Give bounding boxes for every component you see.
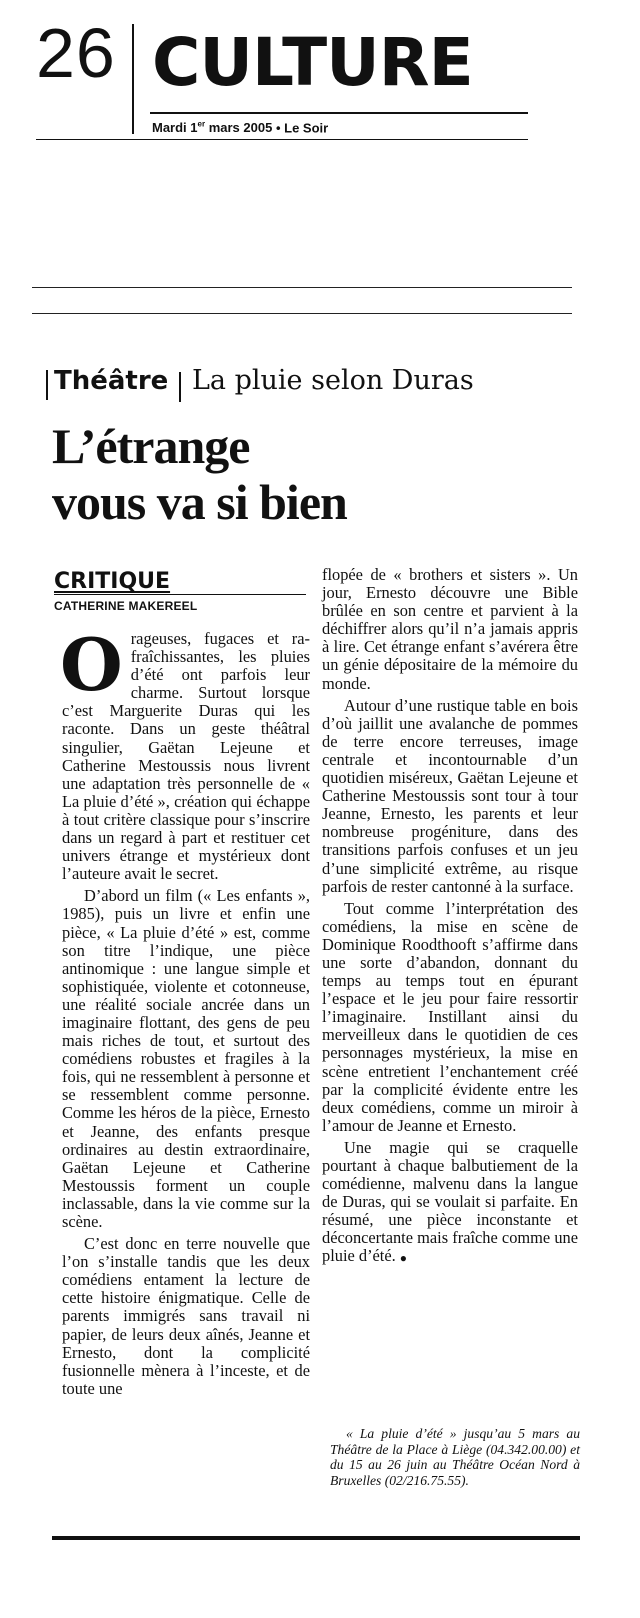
practical-info: « La pluie d’été » jusqu’au 5 mars au Théâtre de la Place à Liège (04.342.00.00) et du 15 au 26 juin au Théâtre Océan Nord à Bruxelles (02/216.75.55). [330,1426,580,1488]
publication-name: Le Soir [284,120,329,136]
header-rule [150,112,528,114]
paragraph: flopée de « brothers et sisters ». Un jour, Ernesto découvre une Bible brûlée en son centre et parvient à la déchiffrer alors qu’il n’a jamais appris à lire. Cet étrange enfant s’avérera être un génie dépositaire de la mémoire du monde. [322,565,578,693]
paragraph: C’est donc en terre nouvelle que l’on s’installe tandis que les deux comédiens entament la lecture de cette histoire énigmatique. Celle de parents immigrés sans travail ni papier, de leurs deux aînés, Jeanne et Ernesto, dont la complicité fusionnelle mènera à l’inceste, et de toute une [62,1234,310,1398]
paragraph: Tout comme l’interprétation des comédiens, la mise en scène de Dominique Roodthooft s’affirme dans une sorte d’abandon, donnant du temps au temps tout en épurant l’espace et le jeu pour faire ressortir l’imaginaire. Instillant ainsi du merveilleux dans le quotidien de ces personnages mystérieux, la mise en scène entretient l’enchantement créé par la complicité évidente entre les deux comédiens, comme un miroir à l’amour de Jeanne et Ernesto. [322,898,578,1135]
header-rule-bottom [36,139,528,140]
end-mark: ● [399,1250,407,1265]
divider-rule [32,287,572,288]
dropcap: O [60,622,123,707]
author-rule [54,594,306,595]
section-title: CULTURE [152,24,473,101]
headline [52,418,347,530]
byline: CATHERINE MAKEREEL [54,599,198,613]
divider-rule [32,313,572,314]
article-column-right [322,566,578,1267]
header-meta [152,121,328,134]
bottom-rule [52,1536,580,1540]
headline-line: L’étrange [52,418,250,474]
paragraph: Autour d’une rustique table en bois d’où jaillit une avalanche de pommes de terre encore terreuses, image centrale et incontournable d’un quotidien miséreux, Gaëtan Lejeune et Catherine Mestoussis sont tour à tour Jeanne, Ernesto, les parents et leur nombreuse progéniture, dans des transitions parfois confuses et un jeu d’une simplicité extrême, au risque parfois de rester cantonné à la surface. [322,695,578,896]
kicker-bar [46,370,48,400]
paragraph: Une magie qui se craquelle pourtant à chaque balbutiement de la comédienne, malvenu dans la langue de Duras, qui se voulait si parfaite. En résumé, une pièce inconstante et déconcertante mais fraîche comme une pluie d’été. ● [322,1137,578,1266]
headline-line: vous va si bien [52,474,347,530]
paragraph: D’abord un film (« Les enfants », 1985), puis un livre et enfin une pièce, « La pluie d’été » est, comme son titre l’indique, une pièce antinomique : une langue simple et sophistiquée, violente et cotonneuse, une réalité sociale ancrée dans un imaginaire flottant, des gens de peu mais riches de tout, et surtout des comédiens robustes et fragiles à la fois, qui ne ressemblent à personne et se ressemblent comme personne. Comme les héros de la pièce, Ernesto et Jeanne, des enfants presque ordinaires au destin extraordinaire, Gaëtan Lejeune et Catherine Mestoussis forment un couple inclassable, dans la vie comme sur la scène. [62,886,310,1231]
paragraph: Orageuses, fugaces et rafraîchissantes, les pluies d’été ont parfois leur charme. Surtout lorsque c’est Marguerite Duras qui les raconte. Dans un geste théâtral singulier, Gaëtan Lejeune et Catherine Mestoussis nous livrent une adaptation très personnelle de « La pluie d’été », création qui échappe à tout critère classique pour s’inscrire dans un regard à part et restituer cet univers étrange et mystérieux dont l’auteure avait le secret. [60,622,310,884]
article-subject: La pluie selon Duras [192,365,474,396]
page-number: 26 [36,14,116,92]
header-divider [132,24,134,134]
meta-separator: • [275,120,281,136]
issue-date: Mardi 1er mars 2005 [152,120,273,136]
kicker-separator [179,372,181,402]
rubric-label: CRITIQUE [54,569,171,594]
article-category: Théâtre [54,366,169,396]
article-column-left [60,622,310,1398]
